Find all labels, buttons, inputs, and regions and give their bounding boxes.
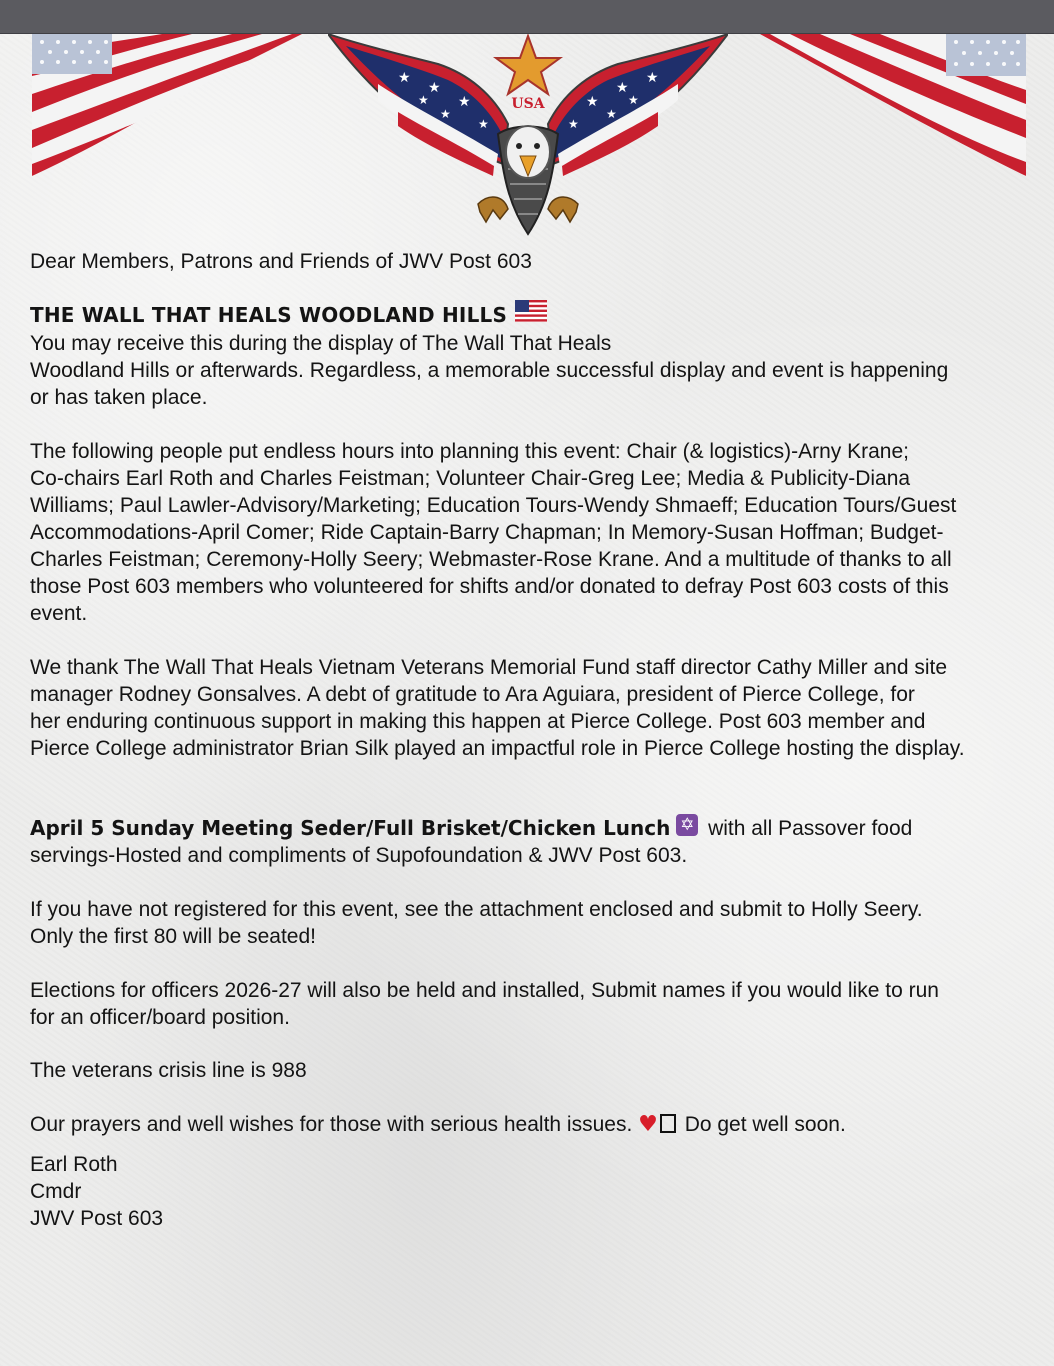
missing-glyph-icon	[660, 1114, 676, 1133]
signature-org: JWV Post 603	[30, 1207, 164, 1230]
wall-line-3: or has taken place.	[30, 386, 208, 409]
meeting-paragraph	[30, 815, 1025, 869]
wall-heading	[30, 302, 1025, 329]
svg-text:★: ★	[568, 117, 579, 131]
svg-text:★: ★	[646, 70, 659, 86]
meeting-line-2: servings-Hosted and compliments of Supofoundation & JWV Post 603.	[30, 844, 688, 867]
wall-paragraph	[30, 330, 1025, 411]
thanks-line: manager Rodney Gonsalves. A debt of gratitude to Ara Aguiara, president of Pierce College, for	[30, 683, 915, 706]
prayers-paragraph	[30, 1111, 1025, 1138]
planners-line: Charles Feistman; Ceremony-Holly Seery; Webmaster-Rose Krane. And a multitude of thanks to all	[30, 548, 952, 571]
svg-text:★: ★	[440, 107, 451, 121]
planners-line: event.	[30, 602, 88, 625]
star-of-david-icon: ✡	[676, 814, 698, 836]
thanks-line: her enduring continuous support in making this happen at Pierce College. Post 603 member and	[30, 710, 926, 733]
american-flag-right-icon	[760, 34, 1026, 176]
svg-text:★: ★	[428, 80, 441, 96]
elections-line: Elections for officers 2026-27 will also be held and installed, Submit names if you would like to run	[30, 979, 939, 1002]
svg-text:★: ★	[478, 117, 489, 131]
svg-text:★: ★	[616, 80, 629, 96]
letter-page	[0, 34, 1054, 1366]
planners-line: The following people put endless hours into planning this event: Chair (& logistics)-Arny Krane;	[30, 440, 909, 463]
prayers-text: Our prayers and well wishes for those with serious health issues.	[30, 1113, 633, 1136]
svg-text:★: ★	[398, 70, 411, 86]
meeting-title: April 5 Sunday Meeting Seder/Full Brisket/Chicken Lunch	[30, 816, 671, 840]
planners-line: those Post 603 members who volunteered for shifts and/or donated to defray Post 603 costs of this	[30, 575, 949, 598]
american-flag-left-icon	[32, 34, 302, 176]
usa-eagle-emblem-icon	[328, 34, 728, 239]
thanks-paragraph	[30, 654, 1025, 762]
crisis-line: The veterans crisis line is 988	[30, 1059, 307, 1082]
elections-line: for an officer/board position.	[30, 1006, 290, 1029]
signature-name: Earl Roth	[30, 1153, 118, 1176]
wall-heading-text: THE WALL THAT HEALS WOODLAND HILLS	[30, 303, 508, 327]
registration-line: If you have not registered for this event, see the attachment enclosed and submit to Holly Seery.	[30, 898, 923, 921]
registration-line: Only the first 80 will be seated!	[30, 925, 316, 948]
svg-text:★: ★	[586, 94, 599, 110]
us-flag-icon	[515, 300, 547, 322]
svg-text:★: ★	[458, 94, 471, 110]
heart-icon: ♥	[638, 1112, 658, 1137]
signature-title: Cmdr	[30, 1180, 82, 1203]
registration-paragraph	[30, 896, 1025, 950]
planners-line: Co-chairs Earl Roth and Charles Feistman; Volunteer Chair-Greg Lee; Media & Publicity-Diana	[30, 467, 911, 490]
thanks-line: Pierce College administrator Brian Silk played an impactful role in Pierce College hosting the display.	[30, 737, 965, 760]
emblem-usa-label: USA	[511, 96, 545, 112]
window-top-bar	[0, 0, 1054, 34]
thanks-line: We thank The Wall That Heals Vietnam Veterans Memorial Fund staff director Cathy Miller and site	[30, 656, 948, 679]
signature	[30, 1151, 1025, 1232]
wall-line-1: You may receive this during the display of The Wall That Heals	[30, 332, 612, 355]
wall-line-2: Woodland Hills or afterwards. Regardless, a memorable successful display and event is happening	[30, 359, 949, 382]
meeting-after-emoji: with all Passover food	[702, 817, 913, 840]
svg-text:★: ★	[606, 107, 617, 121]
planners-paragraph	[30, 438, 1025, 627]
greeting: Dear Members, Patrons and Friends of JWV Post 603	[30, 250, 532, 273]
planners-line: Accommodations-April Comer; Ride Captain-Barry Chapman; In Memory-Susan Hoffman; Budget-	[30, 521, 944, 544]
prayers-after: Do get well soon.	[678, 1113, 846, 1136]
elections-paragraph	[30, 977, 1025, 1031]
planners-line: Williams; Paul Lawler-Advisory/Marketing; Education Tours-Wendy Shmaeff; Education Tours/Guest	[30, 494, 957, 517]
svg-text:★: ★	[628, 93, 639, 107]
svg-text:★: ★	[418, 93, 429, 107]
